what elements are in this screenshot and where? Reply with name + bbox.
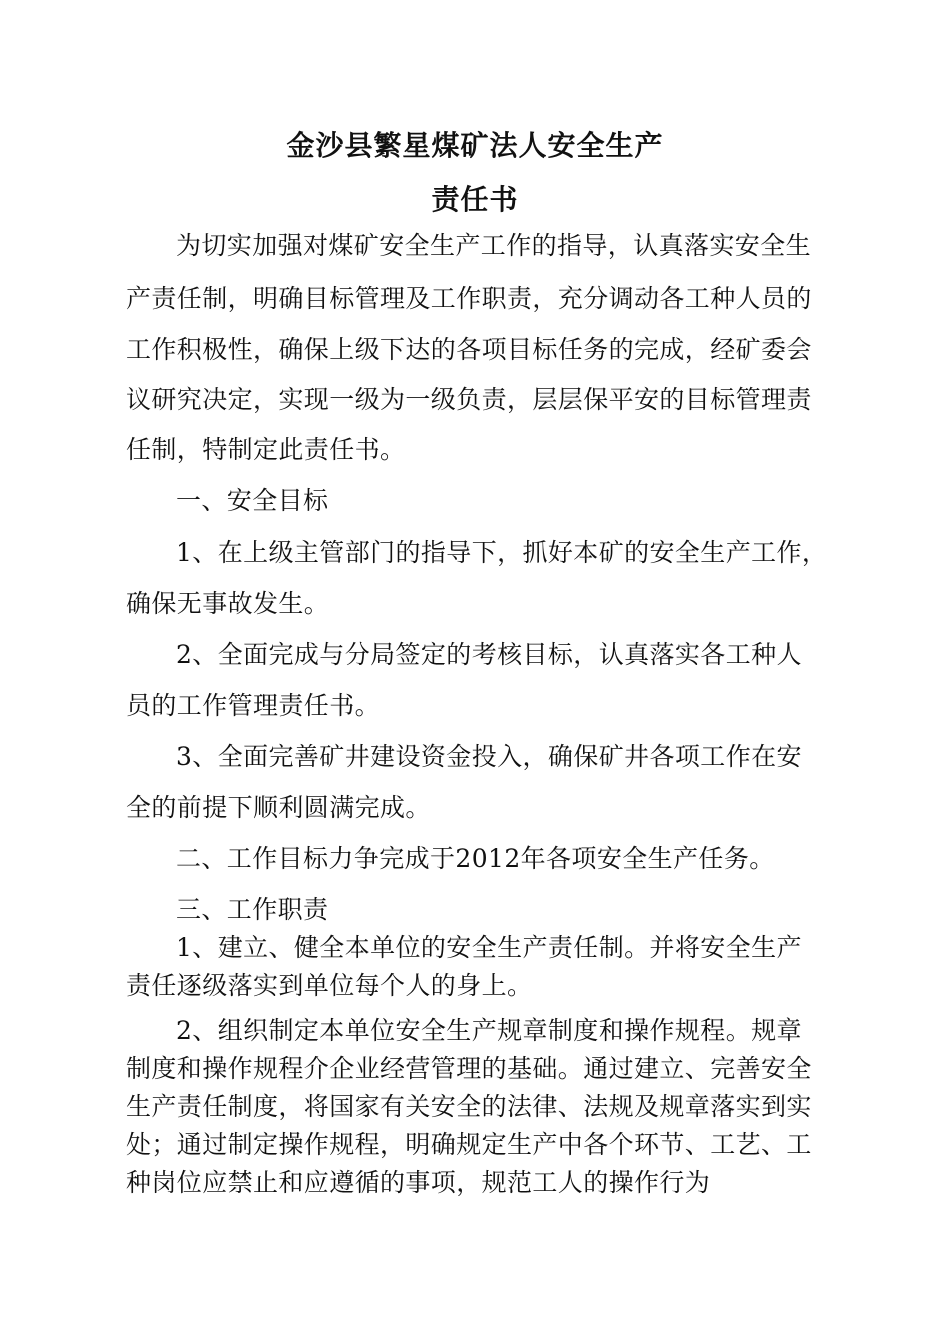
paragraph-line: 责任逐级落实到单位每个人的身上。	[126, 971, 533, 1000]
list-item: 1、在上级主管部门的指导下，抓好本矿的安全生产工作，	[176, 538, 828, 567]
section-heading: 三、工作职责	[176, 895, 329, 924]
list-item: 1、建立、健全本单位的安全生产责任制。并将安全生产	[176, 933, 802, 962]
section-heading: 一、安全目标	[176, 486, 329, 515]
paragraph-line: 为切实加强对煤矿安全生产工作的指导，认真落实安全生	[176, 231, 812, 260]
document-subtitle: 责任书	[431, 183, 519, 216]
section-heading: 二、工作目标力争完成于2012年各项安全生产任务。	[176, 844, 775, 873]
list-item: 2、组织制定本单位安全生产规章制度和操作规程。规章	[176, 1016, 802, 1045]
paragraph-line: 员的工作管理责任书。	[126, 691, 381, 720]
paragraph-line: 生产责任制度，将国家有关安全的法律、法规及规章落实到实	[126, 1092, 812, 1121]
paragraph-line: 任制，特制定此责任书。	[126, 435, 406, 464]
paragraph-line: 处；通过制定操作规程，明确规定生产中各个环节、工艺、工	[126, 1130, 812, 1159]
paragraph-line: 工作积极性，确保上级下达的各项目标任务的完成，经矿委会	[126, 335, 812, 364]
paragraph-line: 议研究决定，实现一级为一级负责，层层保平安的目标管理责	[126, 385, 812, 414]
paragraph-line: 制度和操作规程介企业经营管理的基础。通过建立、完善安全	[126, 1054, 812, 1083]
paragraph-line: 产责任制，明确目标管理及工作职责，充分调动各工种人员的	[126, 284, 812, 313]
list-item: 3、全面完善矿井建设资金投入，确保矿井各项工作在安	[176, 742, 802, 771]
paragraph-line: 种岗位应禁止和应遵循的事项，规范工人的操作行为	[126, 1168, 711, 1197]
list-item: 2、全面完成与分局签定的考核目标，认真落实各工种人	[176, 640, 802, 669]
paragraph-line: 确保无事故发生。	[126, 589, 330, 618]
paragraph-line: 全的前提下顺利圆满完成。	[126, 793, 431, 822]
document-title: 金沙县繁星煤矿法人安全生产	[286, 129, 664, 162]
